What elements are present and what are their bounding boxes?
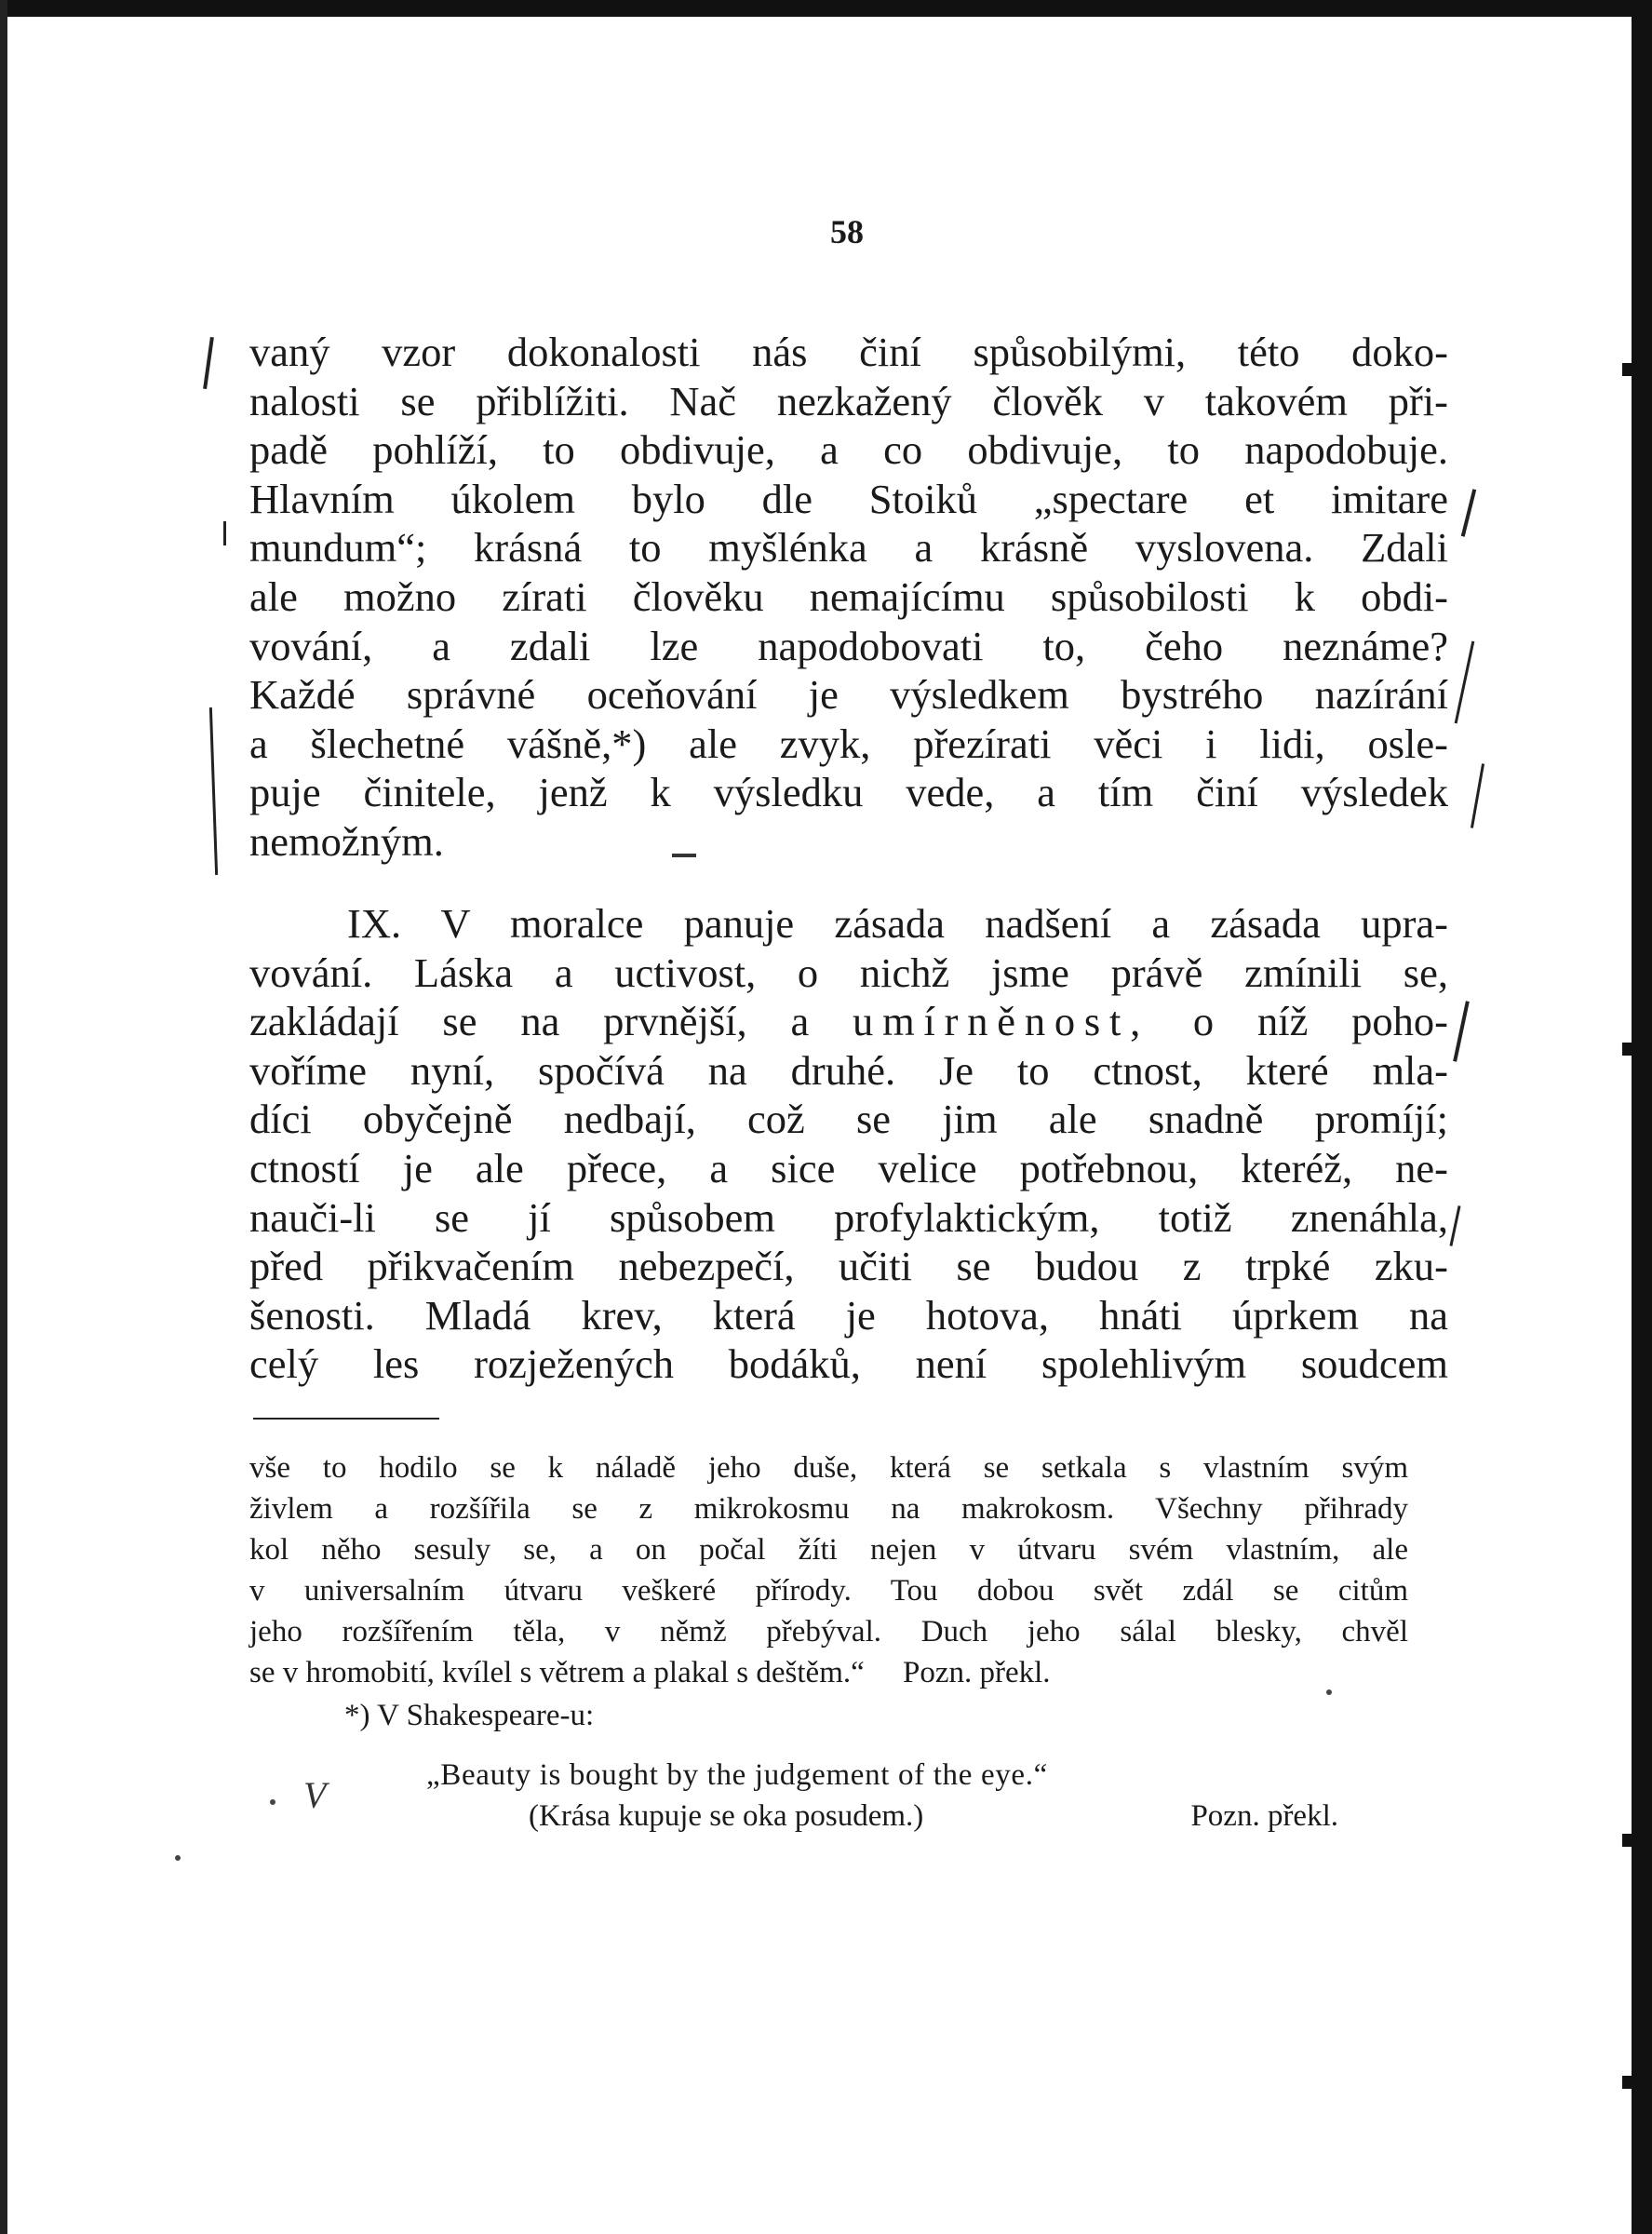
text-line: padě pohlíží, to obdivuje, a co obdivuje, to napodobuje.	[249, 426, 1448, 474]
text-line: ctností je ale přece, a sice velice potřebnou, kteréž, ne-	[249, 1144, 1448, 1191]
translator-credit: Pozn. překl.	[1190, 1799, 1338, 1833]
scan-border-right	[1632, 0, 1652, 2234]
border-tick	[1622, 363, 1639, 376]
pencil-mark	[1455, 641, 1475, 724]
text-fragment: o níž poho-	[1192, 998, 1449, 1045]
border-tick	[1622, 1043, 1639, 1056]
quote-translation-row	[426, 1796, 1338, 1837]
text-line: ale možno zírati člověku nemajícímu spůsobilosti k obdi-	[249, 572, 1448, 620]
footnote-line: se v hromobití, kvílel s větrem a plakal s deštěm.“ Pozn. překl.	[249, 1656, 1051, 1689]
section-dash	[672, 854, 696, 857]
paragraph-2	[249, 899, 1448, 1389]
pencil-mark	[209, 707, 218, 875]
text-line: puje činitele, jenž k výsledku vede, a tím činí výsledek	[249, 769, 1448, 816]
footnote-separator	[253, 1418, 439, 1420]
pencil-mark	[1449, 1205, 1460, 1246]
pencil-mark	[1461, 489, 1476, 536]
text-line: IX. V moralce panuje zásada nadšení a zásada upra-	[347, 900, 1448, 947]
text-line: Hlavním úkolem bylo dle Stoiků „spectare et imitare	[249, 475, 1448, 522]
text-fragment: zakládají se na prvnější, a	[249, 998, 810, 1045]
text-line: díci obyčejně nedbají, což se jim ale snadně promíjí;	[249, 1096, 1448, 1143]
pencil-v-mark: V	[303, 1774, 327, 1816]
scan-border-left	[0, 0, 7, 2234]
footnote-star-quote	[426, 1755, 1338, 1837]
text-line: nalosti se přiblížiti. Nač nezkažený člověk v takovém při-	[249, 377, 1448, 424]
page-number: 58	[830, 213, 864, 250]
pencil-mark	[1471, 763, 1484, 828]
footnote-line: v universalním útvaru veškeré přírody. Tou dobou svět zdál se citům	[249, 1574, 1408, 1608]
text-line: celý les rozježených bodáků, není spolehlivým soudcem	[249, 1340, 1448, 1388]
text-line: Každé správné oceňování je výsledkem bystrého nazírání	[249, 671, 1448, 719]
text-line-emphasis	[249, 997, 1448, 1046]
footnote-line: vše to hodilo se k náladě jeho duše, která se setkala s vlastním svým	[249, 1451, 1408, 1485]
footnote-continuation	[249, 1447, 1408, 1693]
pencil-mark	[1453, 1001, 1470, 1061]
text-line: vování. Láska a uctivost, o nichž jsme právě zmínili se,	[249, 949, 1448, 996]
footnote-line: jeho rozšířením těla, v němž přebýval. Duch jeho sálal blesky, chvěl	[249, 1615, 1408, 1649]
footnote-line: živlem a rozšířila se z mikrokosmu na makrokosm. Všechny přihrady	[249, 1492, 1408, 1526]
paragraph-1	[249, 328, 1448, 867]
text-line: vaný vzor dokonalosti nás činí spůsobilými, této doko-	[249, 329, 1448, 375]
pencil-dot	[1326, 1689, 1332, 1695]
text-line: nauči-li se jí spůsobem profylaktickým, totiž znenáhla,	[249, 1193, 1448, 1241]
quote-translation: (Krása kupuje se oka posudem.)	[529, 1799, 924, 1833]
pencil-dot	[270, 1799, 275, 1805]
text-line: a šlechetné vášně,*) ale zvyk, přezírati věci i lidi, osle-	[249, 720, 1448, 767]
pencil-mark	[203, 337, 214, 389]
text-line: nemožným.	[249, 817, 444, 865]
border-tick	[1622, 1834, 1639, 1847]
shakespeare-quote: „Beauty is bought by the judgement of the eye.“	[426, 1758, 1048, 1792]
text-line: šenosti. Mladá krev, která je hotova, hnáti úprkem na	[249, 1291, 1448, 1339]
border-tick	[1622, 2076, 1639, 2089]
text-line: vování, a zdali lze napodobovati to, čeho neznáme?	[249, 622, 1448, 669]
pencil-dot	[175, 1855, 181, 1861]
scan-border-top	[0, 0, 1652, 17]
text-line: před přikvačením nebezpečí, učiti se budou z trpké zku-	[249, 1243, 1448, 1290]
text-line: voříme nyní, spočívá na druhé. Je to ctnost, které mla-	[249, 1046, 1448, 1094]
footnote-star-label: *) V Shakespeare-u:	[344, 1699, 595, 1732]
footnote-line: kol něho sesuly se, a on počal žíti nejen v útvaru svém vlastním, ale	[249, 1533, 1408, 1567]
pencil-mark	[223, 521, 226, 545]
spaced-emphasis: umírněnost,	[853, 998, 1150, 1045]
text-line: mundum“; krásná to myšlénka a krásně vyslovena. Zdali	[249, 524, 1448, 572]
